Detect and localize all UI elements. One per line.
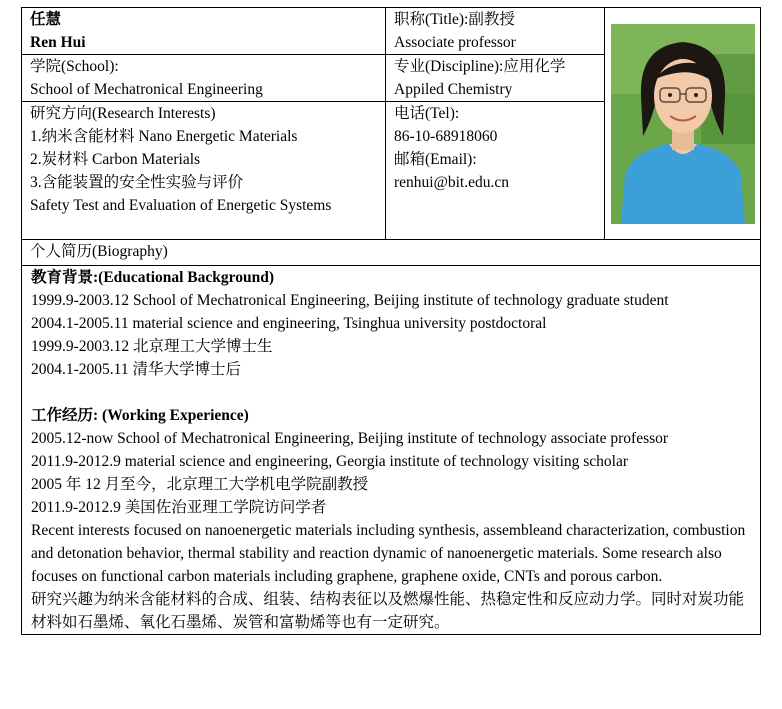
education-line: 1999.9-2003.12 北京理工大学博士生 [31, 338, 273, 355]
discipline-label: 专业(Discipline):应用化学 [394, 58, 566, 75]
work-summary-english: Recent interests focused on nanoenergetic materials including synthesis, assembleand characterization, combustion and detonation behavior, thermal stability and reaction dynamic of nanoenergetic materials. Some research also focuses on functional carbon materials including graphene, graphene oxide, CNTs and porous carbon. [31, 522, 746, 585]
work-summary-chinese: 研究兴趣为纳米含能材料的合成、组装、结构表征以及燃爆性能、热稳定性和反应动力学。同时对炭功能材料如石墨烯、氧化石墨烯、炭管和富勒烯等也有一定研究。 [31, 591, 745, 631]
research-item: 1.纳米含能材料 Nano Energetic Materials [30, 128, 298, 145]
shirt [621, 144, 745, 224]
title-english: Associate professor [394, 34, 516, 51]
discipline-value: Appiled Chemistry [394, 81, 513, 98]
title-cell [386, 8, 605, 55]
research-label: 研究方向(Research Interests) [30, 105, 216, 122]
discipline-cell [386, 55, 605, 102]
name-chinese: 任慧 [30, 11, 62, 28]
biography-title: 个人简历(Biography) [30, 243, 168, 260]
tel-value: 86-10-68918060 [394, 128, 498, 145]
school-label: 学院(School): [30, 58, 119, 75]
profile-photo [611, 24, 755, 224]
section-gap [31, 381, 756, 404]
research-item: Safety Test and Evaluation of Energetic Systems [30, 197, 332, 214]
work-line: 2005.12-now School of Mechatronical Engineering, Beijing institute of technology associate professor [31, 430, 669, 447]
work-line: 2005 年 12 月至今，北京理工大学机电学院副教授 [31, 476, 369, 493]
education-line: 2004.1-2005.11 material science and engineering, Tsinghua university postdoctoral [31, 315, 547, 332]
work-line: 2011.9-2012.9 美国佐治亚理工学院访问学者 [31, 499, 327, 516]
education-line: 1999.9-2003.12 School of Mechatronical Engineering, Beijing institute of technology graduate student [31, 292, 669, 309]
school-cell [22, 55, 386, 102]
education-heading: 教育背景:(Educational Background) [31, 269, 275, 286]
research-item: 3.含能装置的安全性实验与评价 [30, 174, 244, 191]
email-label: 邮箱(Email): [394, 151, 477, 168]
work-line: 2011.9-2012.9 material science and engineering, Georgia institute of technology visiting scholar [31, 453, 629, 470]
contact-cell [386, 102, 605, 240]
name-english: Ren Hui [30, 34, 86, 51]
title-label: 职称(Title):副教授 [394, 11, 515, 28]
portrait-image [611, 24, 755, 224]
research-cell [22, 102, 386, 240]
tel-label: 电话(Tel): [394, 105, 460, 122]
profile-table [21, 7, 761, 635]
name-cell [22, 8, 386, 55]
photo-cell [605, 8, 761, 240]
school-value: School of Mechatronical Engineering [30, 81, 263, 98]
biography-header [22, 240, 761, 266]
biography-body [22, 266, 761, 635]
email-value: renhui@bit.edu.cn [394, 174, 509, 191]
education-line: 2004.1-2005.11 清华大学博士后 [31, 361, 241, 378]
work-heading: 工作经历: (Working Experience) [31, 407, 249, 424]
research-item: 2.炭材料 Carbon Materials [30, 151, 201, 168]
